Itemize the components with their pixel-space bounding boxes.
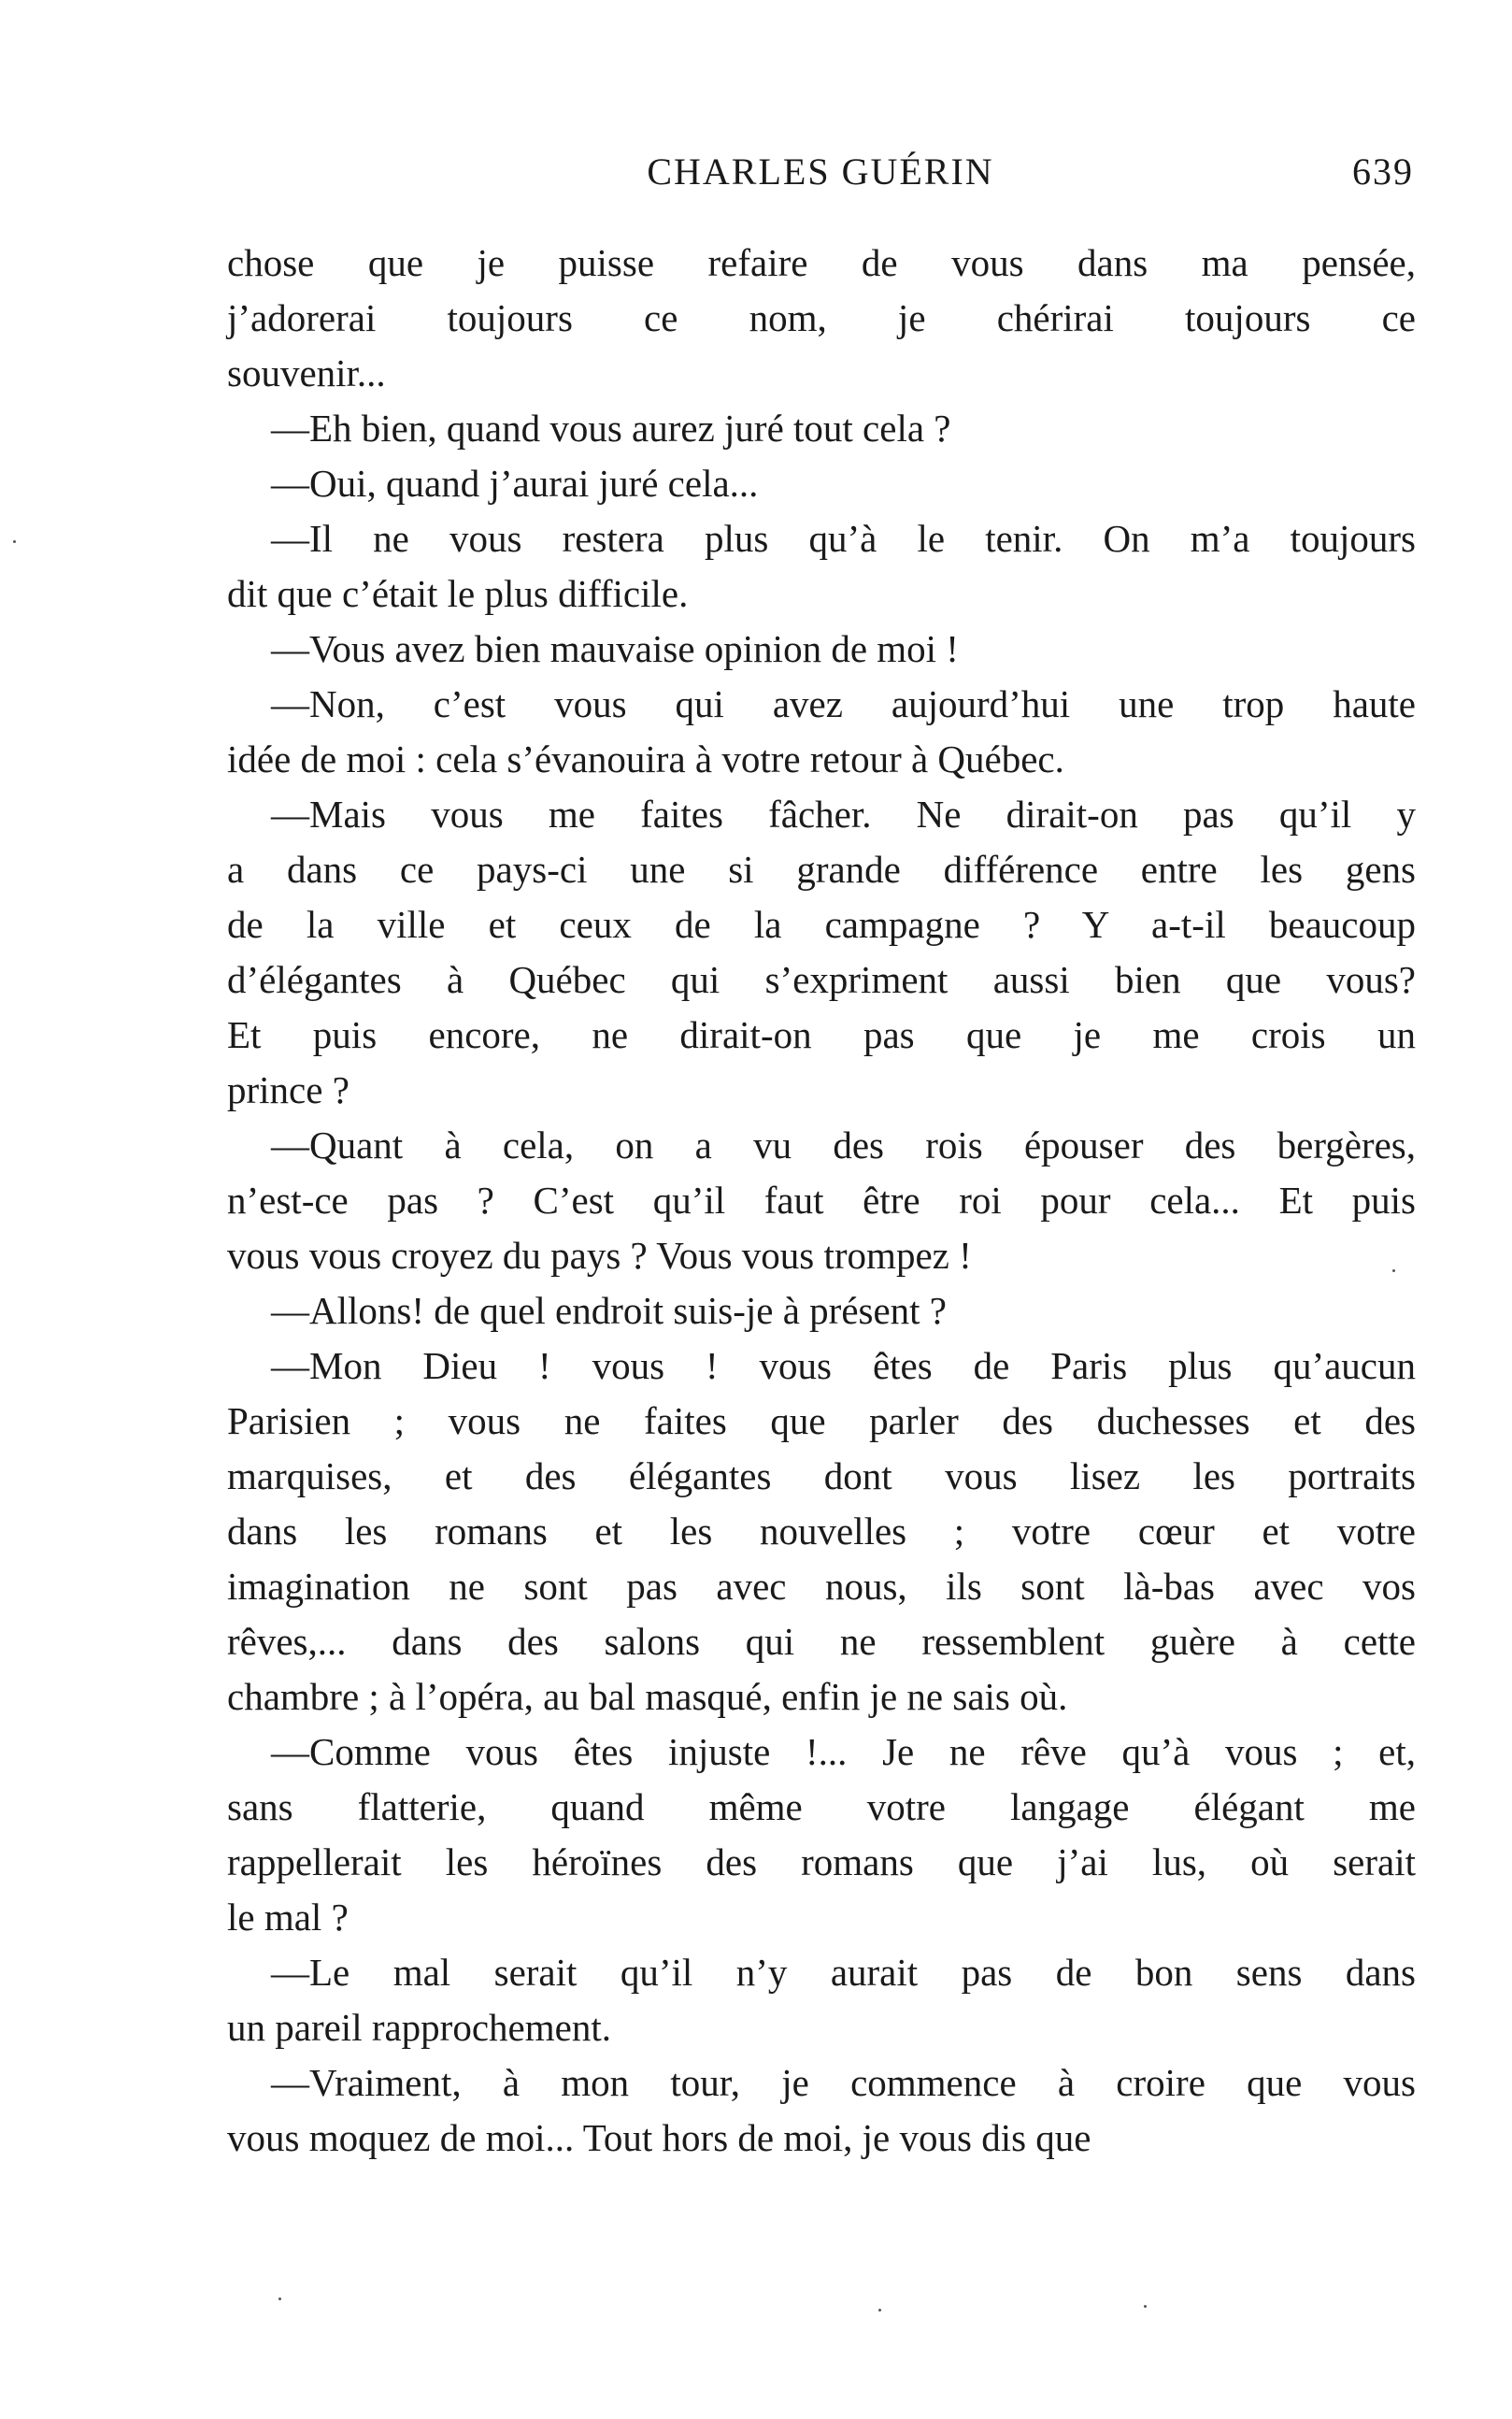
text-line: —Non, c’est vous qui avez aujourd’hui une trop haute <box>271 682 1416 725</box>
text-line: —Vous avez bien mauvaise opinion de moi ! <box>271 627 959 670</box>
text-line: le mal ? <box>227 1896 349 1939</box>
text-line: Parisien ; vous ne faites que parler des duchesses et des <box>227 1399 1416 1442</box>
text-line: rappellerait les héroïnes des romans que j’ai lus, où serait <box>227 1840 1416 1883</box>
text-line: imagination ne sont pas avec nous, ils sont là-bas avec vos <box>227 1565 1416 1608</box>
scan-speck <box>278 2297 281 2300</box>
page-number: 639 <box>1352 150 1414 193</box>
text-line: chambre ; à l’opéra, au bal masqué, enfin je ne sais où. <box>227 1675 1068 1718</box>
scan-speck <box>1144 2305 1147 2308</box>
text-line: a dans ce pays-ci une si grande différence entre les gens <box>227 848 1416 891</box>
text-line: dans les romans et les nouvelles ; votre cœur et votre <box>227 1510 1416 1553</box>
text-line: j’adorerai toujours ce nom, je chérirai toujours ce <box>227 296 1416 339</box>
text-line: idée de moi : cela s’évanouira à votre retour à Québec. <box>227 737 1064 780</box>
text-line: —Eh bien, quand vous aurez juré tout cela ? <box>271 407 951 450</box>
text-line: prince ? <box>227 1068 349 1111</box>
text-line: vous moquez de moi... Tout hors de moi, je vous dis que <box>227 2116 1091 2159</box>
text-line: sans flatterie, quand même votre langage élégant me <box>227 1785 1416 1828</box>
text-line: rêves,... dans des salons qui ne ressemblent guère à cette <box>227 1620 1416 1663</box>
text-line: Et puis encore, ne dirait-on pas que je me crois un <box>227 1013 1416 1056</box>
text-line: —Mon Dieu ! vous ! vous êtes de Paris plus qu’aucun <box>271 1344 1416 1387</box>
text-line: —Il ne vous restera plus qu’à le tenir. On m’a toujours <box>271 517 1416 560</box>
text-line: —Comme vous êtes injuste !... Je ne rêve qu’à vous ; et, <box>271 1730 1416 1773</box>
text-line: dit que c’était le plus difficile. <box>227 572 689 615</box>
running-head <box>227 150 1414 206</box>
scan-speck <box>1392 1269 1395 1272</box>
text-line: n’est-ce pas ? C’est qu’il faut être roi pour cela... Et puis <box>227 1179 1416 1222</box>
text-line: vous vous croyez du pays ? Vous vous trompez ! <box>227 1234 972 1277</box>
text-line: —Le mal serait qu’il n’y aurait pas de bon sens dans <box>271 1951 1416 1994</box>
text-line: —Mais vous me faites fâcher. Ne dirait-on pas qu’il y <box>271 793 1416 836</box>
text-line: chose que je puisse refaire de vous dans ma pensée, <box>227 241 1416 284</box>
scan-speck <box>878 2309 881 2312</box>
text-line: souvenir... <box>227 351 386 394</box>
text-line: marquises, et des élégantes dont vous lisez les portraits <box>227 1454 1416 1497</box>
text-line: —Quant à cela, on a vu des rois épouser des bergères, <box>271 1124 1416 1167</box>
scan-speck <box>13 540 16 543</box>
body-text <box>227 236 1416 2166</box>
text-line: de la ville et ceux de la campagne ? Y a-t-il beaucoup <box>227 903 1416 946</box>
text-line: —Oui, quand j’aurai juré cela... <box>271 462 759 505</box>
running-title: CHARLES GUÉRIN <box>647 150 994 193</box>
text-line: un pareil rapprochement. <box>227 2006 611 2049</box>
text-line: —Vraiment, à mon tour, je commence à croire que vous <box>271 2061 1416 2104</box>
text-line: d’élégantes à Québec qui s’expriment aussi bien que vous? <box>227 958 1416 1001</box>
text-line: —Allons! de quel endroit suis-je à présent ? <box>271 1289 948 1332</box>
